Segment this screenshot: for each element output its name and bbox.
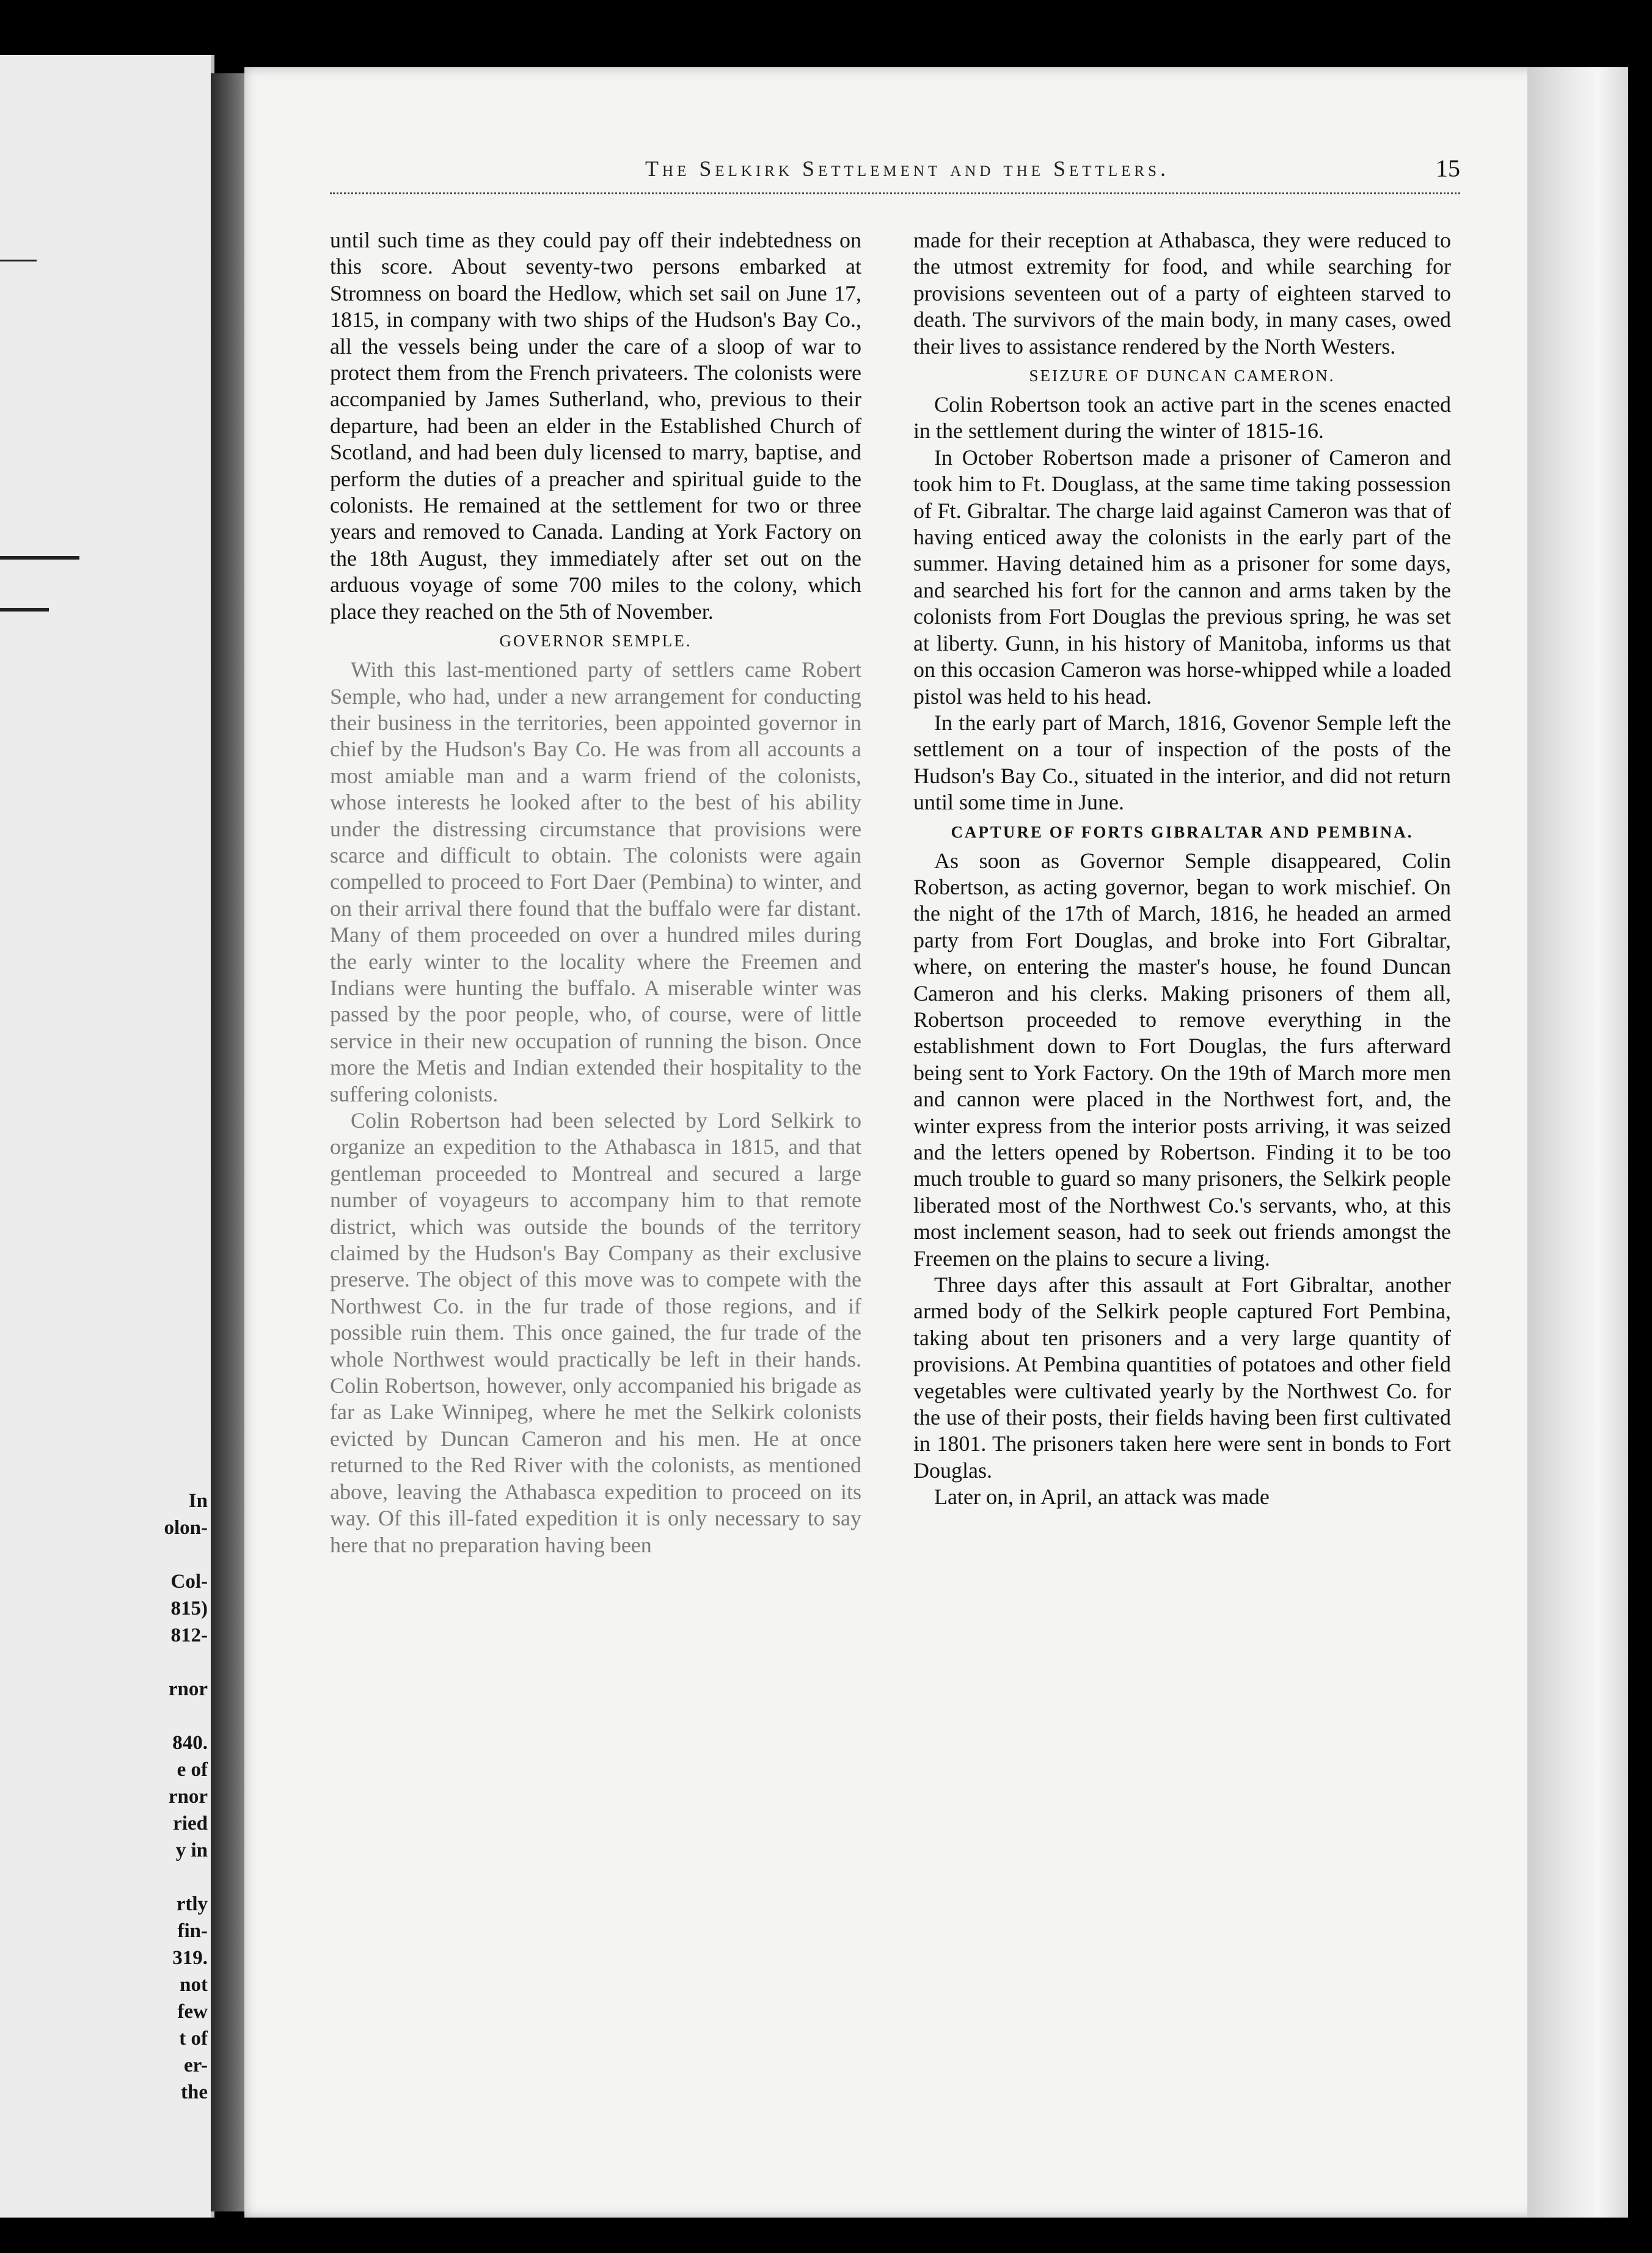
paragraph: made for their reception at Athabasca, they were reduced to the utmost extremity for food, and while searching for provisions seventeen out of a party of eighteen starved to death. The survivors of the main body, in many cases, owed their lives to assistance rendered by the North Westers. xyxy=(913,228,1451,359)
section-heading: SEIZURE OF DUNCAN CAMERON. xyxy=(1029,367,1336,385)
facing-page-line: 812- xyxy=(170,1624,208,1646)
paragraph: As soon as Governor Semple disappeared, Colin Robertson, as acting governor, began to work mischief. On the night of the 17th of March, 1816, he headed an armed party from Fort Douglas, and broke into Fort Gibraltar, where, on entering the master's house, he found Duncan Cameron and his clerks. Making prisoners of them all, Robertson proceeded to remove everything in the establishment down to Fort Douglas, the furs afterward being sent to York Factory. On the 19th of March more men and cannon were placed in the Northwest fort, and, the winter express from the interior posts arriving, it was seized and the letters opened by Robertson. Finding it to be too much trouble to guard so many prisoners, the Selkirk people liberated most of the Northwest Co.'s servants, who, at this most inclement season, had to seek out friends amongst the Freemen on the plains to secure a living. xyxy=(913,848,1451,1271)
page-gutter xyxy=(211,73,247,2211)
facing-page-rule xyxy=(0,260,37,261)
facing-page-line: 840. xyxy=(172,1732,208,1754)
section-heading: CAPTURE OF FORTS GIBRALTAR AND PEMBINA. xyxy=(951,822,1414,841)
facing-page-line xyxy=(0,1703,208,1729)
facing-page-line: Col- xyxy=(170,1571,208,1593)
paragraph: Colin Robertson had been selected by Lord Selkirk to organize an expedition to the Athabasca in 1815, and that gentleman proceeded to Montreal and secured a large number of voyageurs to accompany him to that remote district, which was outside the bounds of the territory claimed by the Hudson's Bay Company as their exclusive preserve. The object of this move was to compete with the Northwest Co. in the fur trade of those regions, and if possible ruin them. This once gained, the fur trade of the whole Northwest would practically be left in their hands. Colin Robertson, however, only accompanied his brigade as far as Lake Winnipeg, where he met the Selkirk colonists evicted by Duncan Cameron and his men. He at once returned to the Red River with the colonists, as mentioned above, leaving the Athabasca expedition to proceed on its way. Of this ill-fated expedition it is only necessary to say here that no preparation having been xyxy=(330,1108,861,1557)
facing-page-line: few xyxy=(177,2001,208,2023)
facing-page-line: In xyxy=(188,1490,208,1512)
facing-page-line: 815) xyxy=(170,1598,208,1619)
facing-page-line xyxy=(0,1864,208,1891)
facing-page-line: the xyxy=(181,2081,208,2103)
paragraph: Colin Robertson took an active part in the scenes enacted in the settlement during the winter of 1815-16. xyxy=(913,392,1451,444)
facing-page-fragment xyxy=(0,55,214,2218)
facing-page-text xyxy=(0,1488,208,2106)
facing-page-line xyxy=(0,1649,208,1676)
facing-page-rule xyxy=(0,608,49,612)
facing-page-line: ried xyxy=(173,1813,208,1835)
facing-page-line xyxy=(0,1541,208,1568)
paragraph: Three days after this assault at Fort Gibraltar, another armed body of the Selkirk people captured Fort Pembina, taking about ten prisoners and a very large quantity of provisions. At Pembina quantities of potatoes and other field vegetables were cultivated yearly by the Northwest Co. for the use of their posts, their fields having been first cultivated in 1801. The prisoners taken here were sent in bonds to Fort Douglas. xyxy=(913,1273,1451,1483)
page-number: 15 xyxy=(1436,155,1460,182)
facing-page-line: er- xyxy=(183,2054,208,2076)
facing-page-line: rnor xyxy=(168,1678,208,1700)
facing-page-line: not xyxy=(180,1974,208,1996)
text-column-right xyxy=(913,227,1451,1511)
facing-page-line: e of xyxy=(177,1759,208,1781)
paragraph: In the early part of March, 1816, Govenor Semple left the settlement on a tour of inspection of the posts of the Hudson's Bay Co., situated in the interior, and did not return until some time in June. xyxy=(913,710,1451,815)
paragraph: With this last-mentioned party of settlers came Robert Semple, who had, under a new arrangement for conducting their business in the territories, been appointed governor in chief by the Hudson's Bay Co. He was from all accounts a most amiable man and a warm friend of the colonists, whose interests he looked after to the best of his ability under the distressing circumstance that provisions were scarce and difficult to obtain. The colonists were again compelled to proceed to Fort Daer (Pembina) to winter, and on their arrival there found that the buffalo were far distant. Many of them proceeded on over a hundred miles during the early winter to the locality where the Freemen and Indians were hunting the buffalo. A miserable winter was passed by the poor people, who, of course, were of little service in their new occupation of running the bison. Once more the Metis and Indian extended their hospitality to the suffering colonists. xyxy=(330,657,861,1106)
page-edge xyxy=(1527,67,1628,2218)
facing-page-line: 319. xyxy=(172,1947,208,1969)
header-rule xyxy=(330,192,1460,194)
facing-page-line: rtly xyxy=(176,1893,208,1915)
facing-page-line: y in xyxy=(175,1839,208,1861)
facing-page-rule xyxy=(0,556,79,560)
paragraph: until such time as they could pay off their indebtedness on this score. About seventy-two persons embarked at Stromness on board the Hedlow, which set sail on June 17, 1815, in company with two ships of the Hudson's Bay Co., all the vessels being under the care of a sloop of war to protect them from the French privateers. The colonists were accompanied by James Sutherland, who, previous to their departure, had been an elder in the Established Church of Scotland, and had been duly licensed to marry, baptise, and perform the duties of a preacher and spiritual guide to the colonists. He remained at the settlement for two or three years and removed to Canada. Landing at York Factory on the 18th August, they immediately after set out on the arduous voyage of some 700 miles to the colony, which place they reached on the 5th of November. xyxy=(330,228,861,624)
facing-page-line: fin- xyxy=(177,1920,208,1942)
running-title: The Selkirk Settlement and the Settlers. xyxy=(645,156,1169,181)
text-column-left xyxy=(330,227,861,1558)
facing-page-line: olon- xyxy=(164,1517,208,1539)
paragraph: Later on, in April, an attack was made xyxy=(934,1484,1270,1510)
facing-page-line: rnor xyxy=(168,1786,208,1808)
paragraph: In October Robertson made a prisoner of Cameron and took him to Ft. Douglass, at the same time taking possession of Ft. Gibraltar. The charge laid against Cameron was that of having enticed away the colonists in the early part of the summer. Having detained him as a prisoner for some days, and searched his fort for the cannon and arms taken by the colonists from Fort Douglas the previous spring, he was set at liberty. Gunn, in his history of Manitoba, informs us that on this occasion Cameron was horse-whipped while a loaded pistol was held to his head. xyxy=(913,445,1451,709)
facing-page-line: t of xyxy=(179,2028,208,2050)
section-heading: GOVERNOR SEMPLE. xyxy=(499,632,692,651)
